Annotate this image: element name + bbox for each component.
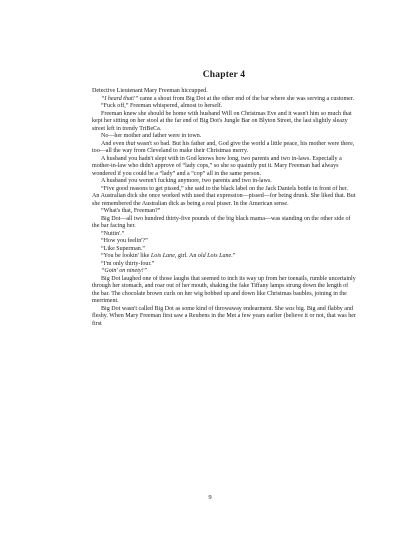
- paragraph: And even that wasn't so bad. But his father and, God give the world a little peace, his mother were there, too—all the way from Cleveland to make their Christmas merry.: [92, 140, 355, 154]
- paragraph: Big Dot—all two hundred thirty-five pounds of the big black mama—was standing on the other side of the bar facing her.: [92, 215, 351, 229]
- paragraph: “What's that, Freeman?”: [101, 208, 161, 214]
- paragraph: Detective Lieutenant Mary Freeman hiccupped.: [92, 88, 208, 94]
- paragraph: Freeman knew she should be home with husband Will on Christmas Eve and it wasn't him so much that kept her sitting on her stool at the far end of Big Dot's Jungle Bar on Blyton Street, the last slightly sleazy street left in trendy TriBeCa.: [92, 110, 352, 132]
- paragraph: “Fuck off,” Freeman whispered, almost to herself.: [101, 103, 223, 109]
- paragraph: A husband you hadn't slept with in God knows how long, two parents and two in-laws. Especially a mother-in-law who didn't approve of “lady cops,” so she so quaintly put it. Mary Freeman had always wondered if you could be a “lady” and a “cop” all in the same person.: [92, 155, 342, 177]
- chapter-title: Chapter 4: [202, 70, 246, 80]
- page-number: 9: [208, 494, 212, 501]
- paragraph: “Nuttin'.”: [101, 230, 125, 237]
- paragraph: No—her mother and father were in town.: [101, 133, 202, 139]
- paragraph: “Five good reasons to get pissed,” she said to the black label on the Jack Daniels bottle in front of her. An Australian dick she once worked with used that expression—pissed—for being drunk. She liked that. But she remembered the Australian dick as being a real pisser. In the American sense.: [92, 185, 356, 207]
- paragraph: A husband you weren't fucking anymore, two parents and two in-laws.: [101, 178, 272, 184]
- paragraph: “How you feelin'?”: [101, 238, 148, 244]
- paragraph: “I heard that!” came a shout from Big Dot at the other end of the bar where she was serving a customer.: [101, 95, 355, 102]
- paragraph: Big Dot laughed one of those laughs that seemed to inch its way up from her toenails, rumble uncertainly through her stomach, and roar out of her mouth, shaking the fake Tiffany lamps strung down the length of the bar. The chocolate brown curls on her wig bobbed up and down like Christmas baubles, joining in the merriment.: [92, 275, 356, 304]
- paragraph: “You be lookin' like Lois Lane, girl. An old Lois Lane.”: [101, 253, 236, 259]
- paragraph: “I'm only thirty-four.”: [101, 260, 155, 267]
- paragraph: Big Dot wasn't called Big Dot as some kind of throwaway endearment. She was big. Big and flabby and fleshy. When Mary Freeman first saw a Reubens in the Met a few years earlier (believe it or not, that was her first: [92, 305, 356, 327]
- paragraph: “Goin' on ninety!”: [101, 268, 147, 274]
- chapter-body: [92, 88, 356, 328]
- paragraph: “Like Superman.”: [101, 245, 145, 252]
